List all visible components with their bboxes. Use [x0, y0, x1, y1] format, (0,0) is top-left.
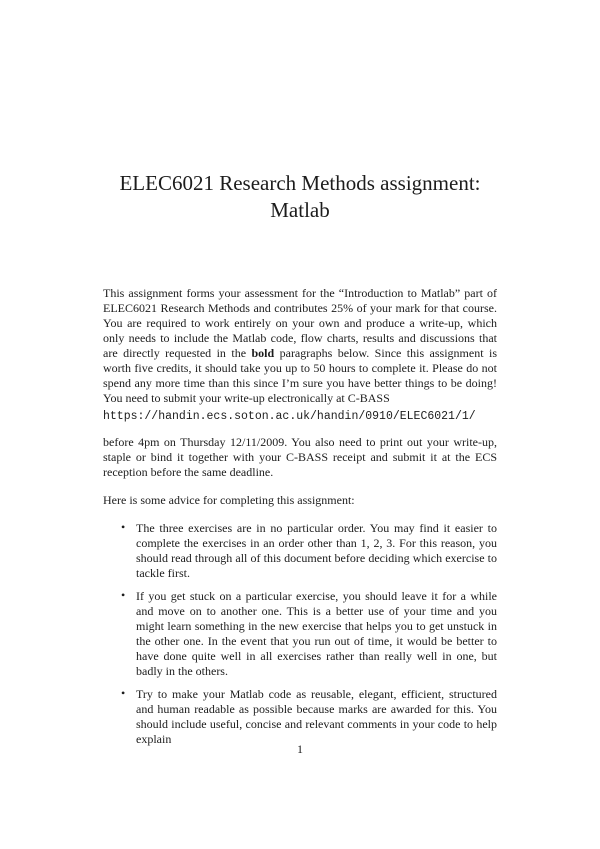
intro-paragraph [103, 286, 497, 406]
list-item [103, 687, 497, 747]
submission-url: https://handin.ecs.soton.ac.uk/handin/0910/ELEC6021/1/ [103, 410, 476, 423]
list-item [103, 589, 497, 679]
bullet-icon: • [121, 588, 126, 602]
intro-text-before-bold: This assignment forms your assessment for the “Introduction to Matlab” part of ELEC6021 Research Methods and contributes 25% of your mark for that course. You are required to work entirely on your own and produce a write-up, which only needs to include the Matlab code, flow charts, results and discussions that are directly requested in the [103, 286, 497, 360]
page-title [103, 170, 497, 224]
page-number: 1 [297, 742, 303, 756]
deadline-paragraph: before 4pm on Thursday 12/11/2009. You also need to print out your write-up, staple or bind it together with your C-BASS receipt and submit it at the ECS reception before the same deadline. [103, 435, 497, 479]
bullet-text-exercises-order: The three exercises are in no particular order. You may find it easier to complete the exercises in an order other than 1, 2, 3. For this reason, you should read through all of this document before deciding which exercise to tackle first. [136, 521, 497, 580]
bullet-icon: • [121, 520, 126, 534]
advice-bullet-list [103, 521, 497, 755]
page-title-line2: Matlab [270, 198, 330, 222]
advice-intro: Here is some advice for completing this assignment: [103, 493, 355, 507]
page-title-line1: ELEC6021 Research Methods assignment: [119, 171, 481, 195]
intro-text-after-bold: paragraphs below. Since this assignment is worth five credits, it should take you up to 50 hours to complete it. Please do not spend any more time than this since I’m sure you have better things to be doing! You need to submit your write-up electronically at C-BASS [103, 346, 497, 405]
intro-bold-word: bold [251, 346, 275, 360]
bullet-text-stuck-advice: If you get stuck on a particular exercise, you should leave it for a while and move on to another one. This is a better use of your time and you might learn something in the new exercise that helps you to get unstuck in the other one. In the event that you run out of time, it would be better to have done quite well in all exercises rather than really well in one, but badly in the others. [136, 589, 497, 678]
list-item [103, 521, 497, 581]
bullet-icon: • [121, 686, 126, 700]
bullet-text-code-quality: Try to make your Matlab code as reusable, elegant, efficient, structured and human readable as possible because marks are awarded for this. You should include useful, concise and relevant comments in your code to help explain [136, 687, 497, 746]
